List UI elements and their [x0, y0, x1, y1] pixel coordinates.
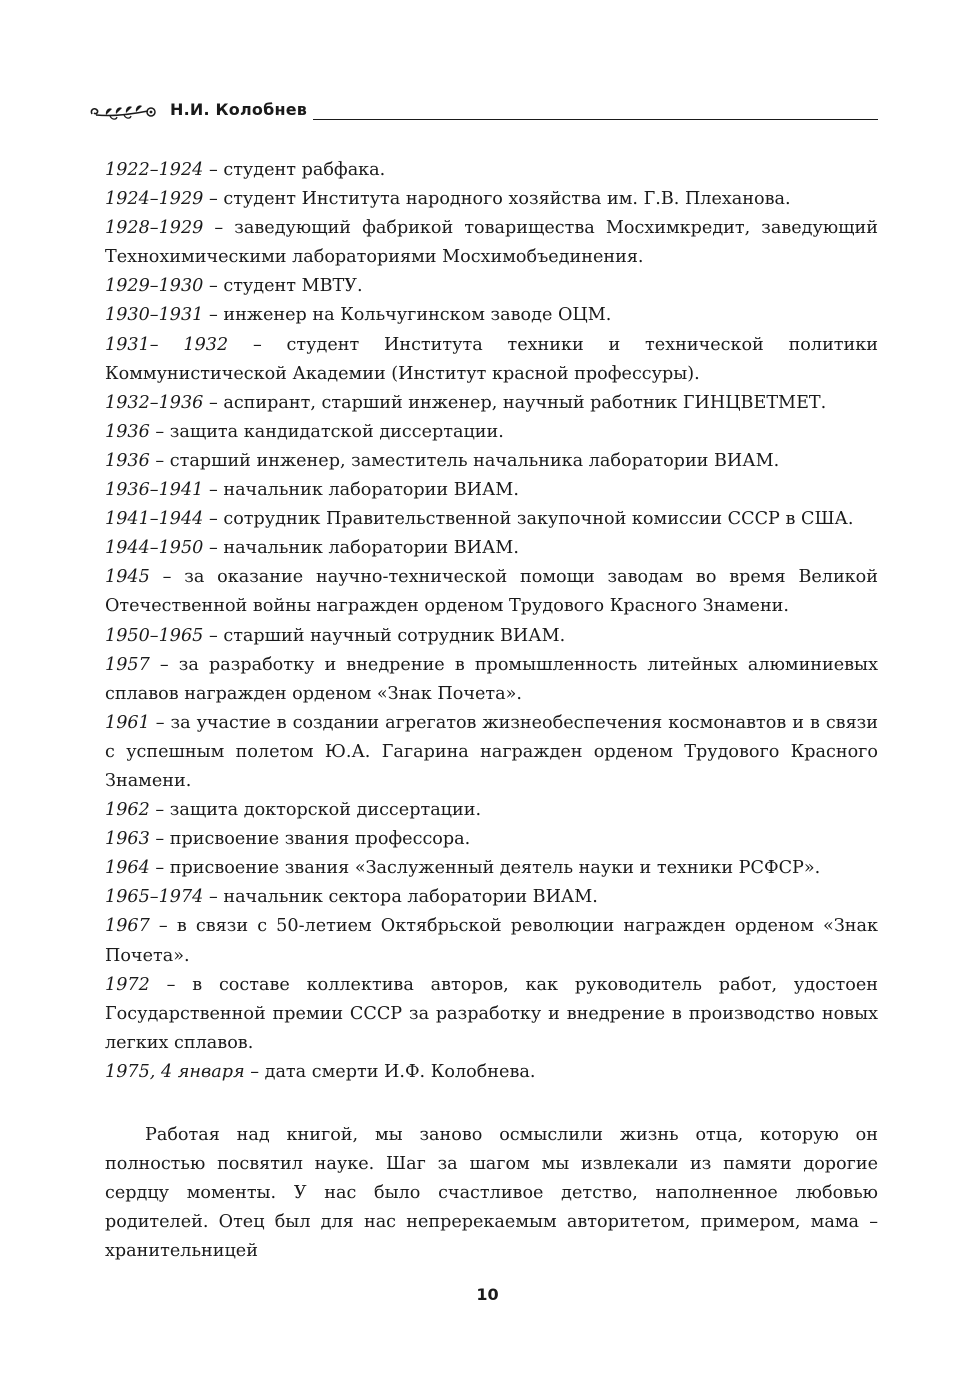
timeline-entry	[105, 185, 878, 214]
timeline-entry	[105, 301, 878, 330]
timeline-entry	[105, 622, 878, 651]
entry-date: 1928–1929	[105, 218, 204, 239]
entry-text: – аспирант, старший инженер, научный работник ГИНЦВЕТМЕТ.	[203, 392, 827, 413]
entry-date: 1936–1941	[105, 480, 204, 501]
timeline-entry	[105, 563, 878, 621]
entry-text: – начальник лаборатории ВИАМ.	[203, 538, 519, 559]
entry-date: 1929–1930	[105, 276, 204, 297]
floral-ornament-icon	[88, 102, 158, 122]
author-name: Н.И. Колобнев	[170, 100, 308, 119]
entry-text: – защита докторской диссертации.	[149, 800, 482, 821]
header-divider	[313, 119, 878, 120]
timeline-entry	[105, 534, 878, 563]
timeline-entry	[105, 854, 878, 883]
entry-date: 1972	[105, 974, 150, 995]
entry-date: 1941–1944	[105, 509, 204, 530]
timeline-entry	[105, 156, 878, 185]
entry-date: 1922–1924	[105, 160, 204, 180]
entry-text: – присвоение звания профессора.	[149, 829, 471, 850]
entry-text: – студент Института техники и технической политики Коммунистической Академии (Институт красной профессуры).	[105, 334, 878, 384]
timeline-entry	[105, 709, 878, 796]
entry-date: 1924–1929	[105, 189, 204, 210]
entry-date: 1931– 1932	[105, 334, 229, 355]
entry-date: 1950–1965	[105, 625, 204, 646]
entry-date: 1945	[105, 567, 150, 588]
timeline-entry	[105, 418, 878, 447]
entry-text: – сотрудник Правительственной закупочной комиссии СССР в США.	[203, 509, 854, 530]
running-header	[88, 100, 878, 122]
entry-date: 1957	[105, 654, 150, 675]
entry-date: 1964	[105, 858, 150, 879]
timeline-entry	[105, 1058, 878, 1087]
entry-text: – защита кандидатской диссертации.	[149, 421, 504, 442]
timeline-entry	[105, 912, 878, 970]
entry-text: – студент МВТУ.	[203, 276, 363, 297]
entry-date: 1963	[105, 829, 150, 850]
entry-text: – инженер на Кольчугинском заводе ОЦМ.	[203, 305, 612, 326]
entry-text: – старший научный сотрудник ВИАМ.	[203, 625, 566, 646]
entry-date: 1944–1950	[105, 538, 204, 559]
entry-text: – в связи с 50-летием Октябрьской революции награжден орденом «Знак Почета».	[105, 916, 878, 966]
entry-text: – заведующий фабрикой товарищества Мосхимкредит, заведующий Технохимическими лабораториями Мосхимобъединения.	[105, 218, 878, 268]
body-paragraph: Работая над книгой, мы заново осмыслили жизнь отца, которую он полностью посвятил науке. Шаг за шагом мы извлекали из памяти дорогие сердцу моменты. У нас было счастливое детство, наполненное любовью родителей. Отец был для нас непререкаемым авторитетом, примером, мама – хранительницей	[105, 1125, 878, 1262]
entry-text: – студент рабфака.	[203, 160, 386, 180]
entry-date: 1932–1936	[105, 392, 204, 413]
entry-date: 1930–1931	[105, 305, 204, 326]
entry-date: 1967	[105, 916, 150, 937]
page-number: 10	[476, 1285, 499, 1304]
entry-date: 1936	[105, 421, 150, 442]
biography-timeline	[105, 156, 878, 1087]
timeline-entry	[105, 825, 878, 854]
timeline-entry	[105, 331, 878, 389]
timeline-entry	[105, 651, 878, 709]
entry-date: 1962	[105, 800, 150, 821]
entry-text: – старший инженер, заместитель начальника лаборатории ВИАМ.	[149, 450, 780, 471]
entry-text: – за оказание научно-технической помощи заводам во время Великой Отечественной войны награжден орденом Трудового Красного Знамени.	[105, 567, 878, 617]
timeline-entry	[105, 476, 878, 505]
entry-date: 1975, 4 января	[105, 1061, 245, 1082]
entry-date: 1936	[105, 450, 150, 471]
entry-date: 1961	[105, 712, 150, 733]
entry-text: – начальник сектора лаборатории ВИАМ.	[203, 887, 598, 908]
entry-text: – присвоение звания «Заслуженный деятель науки и техники РСФСР».	[149, 858, 821, 879]
timeline-entry	[105, 214, 878, 272]
timeline-entry	[105, 447, 878, 476]
timeline-entry	[105, 389, 878, 418]
entry-text: – студент Института народного хозяйства им. Г.В. Плеханова.	[203, 189, 791, 210]
entry-text: – в составе коллектива авторов, как руководитель работ, удостоен Государственной премии СССР за разработку и внедрение в производство новых легких сплавов.	[105, 974, 878, 1053]
timeline-entry	[105, 971, 878, 1058]
timeline-entry	[105, 272, 878, 301]
timeline-entry	[105, 883, 878, 912]
entry-text: – начальник лаборатории ВИАМ.	[203, 480, 519, 501]
timeline-entry	[105, 505, 878, 534]
timeline-entry	[105, 796, 878, 825]
entry-text: – за участие в создании агрегатов жизнеобеспечения космонавтов и в связи с успешным полетом Ю.А. Гагарина награжден орденом Трудового Красного Знамени.	[105, 712, 878, 791]
entry-text: – дата смерти И.Ф. Колобнева.	[244, 1061, 536, 1082]
entry-date: 1965–1974	[105, 887, 204, 908]
entry-text: – за разработку и внедрение в промышленность литейных алюминиевых сплавов награжден орденом «Знак Почета».	[105, 654, 878, 704]
